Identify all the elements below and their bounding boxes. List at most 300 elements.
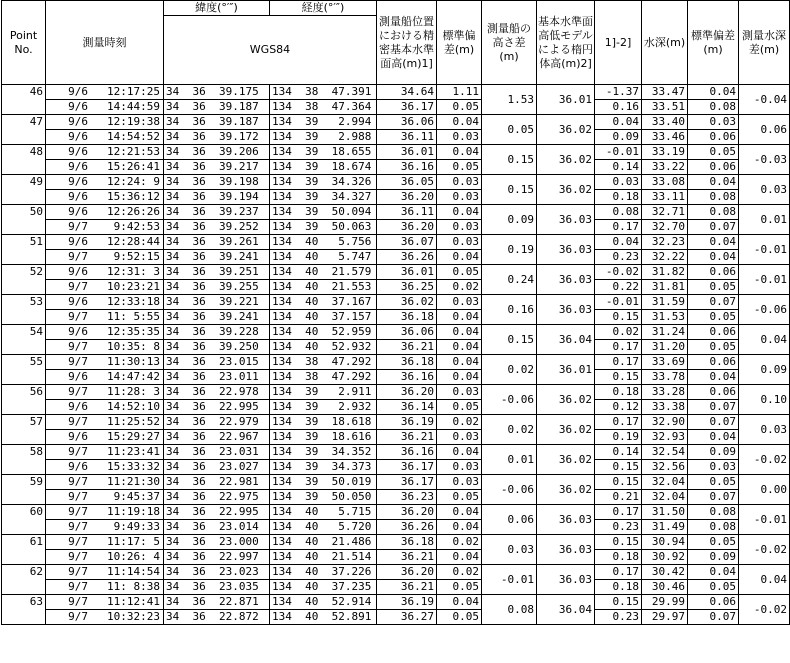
height-difference: 0.09	[595, 130, 642, 145]
ship-height-diff: 0.16	[482, 295, 537, 325]
height-difference: 0.15	[595, 460, 642, 475]
table-row	[2, 100, 790, 115]
survey-time	[46, 370, 164, 385]
depth-difference: -0.02	[739, 535, 790, 565]
height-difference: 0.15	[595, 310, 642, 325]
latitude: 34 36 23.023	[164, 565, 270, 580]
survey-date: 9/7	[68, 340, 88, 353]
point-no: 52	[2, 265, 46, 295]
latitude: 34 36 22.979	[164, 415, 270, 430]
depth: 33.78	[642, 370, 688, 385]
depth-difference: 0.10	[739, 385, 790, 415]
survey-time	[46, 175, 164, 190]
std-dev-depth: 0.06	[688, 355, 739, 370]
height-difference: 0.04	[595, 115, 642, 130]
height-difference: -0.02	[595, 265, 642, 280]
precise-datum-height: 36.16	[377, 445, 437, 460]
longitude: 134 39 18.616	[270, 430, 377, 445]
survey-clock: 11:23:41	[107, 445, 160, 458]
latitude: 34 36 39.241	[164, 250, 270, 265]
depth: 33.08	[642, 175, 688, 190]
table-row	[2, 370, 790, 385]
latitude: 34 36 23.015	[164, 355, 270, 370]
survey-time	[46, 565, 164, 580]
table-row	[2, 535, 790, 550]
std-dev-height: 0.03	[437, 460, 482, 475]
depth: 32.23	[642, 235, 688, 250]
longitude: 134 40 5.756	[270, 235, 377, 250]
depth: 32.04	[642, 490, 688, 505]
header-diff: 測量船の高さ差(m)	[482, 1, 537, 85]
std-dev-depth: 0.08	[688, 505, 739, 520]
header-sd2: 標準偏差(m)	[688, 1, 739, 85]
ship-height-diff: -0.06	[482, 475, 537, 505]
precise-datum-height: 36.21	[377, 340, 437, 355]
point-no: 47	[2, 115, 46, 145]
longitude: 134 39 50.019	[270, 475, 377, 490]
survey-clock: 11:21:30	[107, 475, 160, 488]
table-row	[2, 475, 790, 490]
std-dev-depth: 0.08	[688, 190, 739, 205]
table-row	[2, 355, 790, 370]
precise-datum-height: 34.64	[377, 85, 437, 100]
depth: 32.04	[642, 475, 688, 490]
std-dev-height: 0.03	[437, 190, 482, 205]
height-difference: 0.14	[595, 445, 642, 460]
height-difference: 0.17	[595, 415, 642, 430]
longitude: 134 38 47.292	[270, 355, 377, 370]
height-difference: 0.15	[595, 595, 642, 610]
survey-date: 9/7	[68, 445, 88, 458]
survey-date: 9/7	[68, 310, 88, 323]
survey-date: 9/6	[68, 100, 88, 113]
table-row	[2, 445, 790, 460]
survey-date: 9/7	[68, 505, 88, 518]
depth: 32.93	[642, 430, 688, 445]
header-datum: WGS84	[164, 16, 377, 85]
point-no: 62	[2, 565, 46, 595]
point-no: 58	[2, 445, 46, 475]
depth-difference: 0.06	[739, 115, 790, 145]
survey-time	[46, 550, 164, 565]
depth-difference: 0.00	[739, 475, 790, 505]
table-row	[2, 430, 790, 445]
std-dev-depth: 0.05	[688, 145, 739, 160]
std-dev-depth: 0.07	[688, 415, 739, 430]
std-dev-depth: 0.06	[688, 385, 739, 400]
longitude: 134 40 21.579	[270, 265, 377, 280]
survey-date: 9/6	[68, 160, 88, 173]
precise-datum-height: 36.20	[377, 190, 437, 205]
longitude: 134 40 5.720	[270, 520, 377, 535]
survey-time	[46, 280, 164, 295]
depth: 33.38	[642, 400, 688, 415]
std-dev-height: 0.04	[437, 340, 482, 355]
std-dev-height: 0.02	[437, 415, 482, 430]
precise-datum-height: 36.20	[377, 220, 437, 235]
survey-date: 9/6	[68, 370, 88, 383]
std-dev-depth: 0.04	[688, 250, 739, 265]
latitude: 34 36 23.011	[164, 370, 270, 385]
depth: 33.11	[642, 190, 688, 205]
height-difference: -1.37	[595, 85, 642, 100]
survey-time	[46, 355, 164, 370]
survey-table	[1, 0, 790, 625]
table-row	[2, 220, 790, 235]
precise-datum-height: 36.21	[377, 580, 437, 595]
survey-date: 9/6	[68, 295, 88, 308]
std-dev-height: 0.04	[437, 520, 482, 535]
std-dev-height: 0.04	[437, 145, 482, 160]
std-dev-depth: 0.04	[688, 175, 739, 190]
survey-date: 9/7	[68, 475, 88, 488]
std-dev-depth: 0.07	[688, 400, 739, 415]
precise-datum-height: 36.23	[377, 490, 437, 505]
latitude: 34 36 23.031	[164, 445, 270, 460]
std-dev-depth: 0.04	[688, 235, 739, 250]
std-dev-depth: 0.09	[688, 550, 739, 565]
model-ellipsoid-height: 36.02	[537, 175, 595, 205]
latitude: 34 36 39.228	[164, 325, 270, 340]
survey-time	[46, 265, 164, 280]
point-no: 63	[2, 595, 46, 625]
survey-time	[46, 460, 164, 475]
std-dev-depth: 0.06	[688, 595, 739, 610]
model-ellipsoid-height: 36.03	[537, 565, 595, 595]
depth-difference: -0.01	[739, 235, 790, 265]
survey-date: 9/6	[68, 175, 88, 188]
ship-height-diff: 0.02	[482, 415, 537, 445]
survey-clock: 12:28:44	[107, 235, 160, 248]
header-lon: 経度(°′″)	[270, 1, 377, 16]
survey-clock: 10:23:21	[107, 280, 160, 293]
std-dev-depth: 0.07	[688, 295, 739, 310]
survey-clock: 11: 8:38	[107, 580, 160, 593]
height-difference: -0.01	[595, 145, 642, 160]
model-ellipsoid-height: 36.04	[537, 325, 595, 355]
survey-clock: 12:21:53	[107, 145, 160, 158]
model-ellipsoid-height: 36.02	[537, 145, 595, 175]
longitude: 134 40 21.514	[270, 550, 377, 565]
depth: 32.56	[642, 460, 688, 475]
table-row	[2, 610, 790, 625]
std-dev-depth: 0.03	[688, 460, 739, 475]
longitude: 134 39 50.063	[270, 220, 377, 235]
height-difference: -0.01	[595, 295, 642, 310]
std-dev-height: 0.05	[437, 160, 482, 175]
longitude: 134 39 18.618	[270, 415, 377, 430]
ship-height-diff: 1.53	[482, 85, 537, 115]
survey-clock: 11:25:52	[107, 415, 160, 428]
survey-date: 9/6	[68, 115, 88, 128]
precise-datum-height: 36.16	[377, 160, 437, 175]
depth: 31.82	[642, 265, 688, 280]
std-dev-height: 0.02	[437, 280, 482, 295]
precise-datum-height: 36.19	[377, 415, 437, 430]
survey-date: 9/7	[68, 220, 88, 233]
survey-clock: 14:52:10	[107, 400, 160, 413]
latitude: 34 36 39.261	[164, 235, 270, 250]
depth-difference: -0.02	[739, 445, 790, 475]
survey-date: 9/7	[68, 385, 88, 398]
ship-height-diff: 0.15	[482, 175, 537, 205]
height-difference: 0.17	[595, 355, 642, 370]
height-difference: 0.18	[595, 550, 642, 565]
survey-date: 9/7	[68, 520, 88, 533]
longitude: 134 39 34.373	[270, 460, 377, 475]
survey-time	[46, 145, 164, 160]
depth: 32.70	[642, 220, 688, 235]
survey-time	[46, 595, 164, 610]
latitude: 34 36 23.027	[164, 460, 270, 475]
header-point: Point No.	[2, 1, 46, 85]
longitude: 134 38 47.364	[270, 100, 377, 115]
longitude: 134 38 47.391	[270, 85, 377, 100]
latitude: 34 36 39.187	[164, 100, 270, 115]
longitude: 134 39 50.094	[270, 205, 377, 220]
header-sd1: 標準偏差(m)	[437, 1, 482, 85]
depth-difference: 0.03	[739, 415, 790, 445]
point-no: 59	[2, 475, 46, 505]
longitude: 134 39 34.326	[270, 175, 377, 190]
ship-height-diff: 0.19	[482, 235, 537, 265]
survey-date: 9/6	[68, 325, 88, 338]
precise-datum-height: 36.18	[377, 310, 437, 325]
depth: 31.53	[642, 310, 688, 325]
ship-height-diff: -0.01	[482, 565, 537, 595]
depth-difference: -0.04	[739, 85, 790, 115]
latitude: 34 36 23.014	[164, 520, 270, 535]
std-dev-depth: 0.04	[688, 430, 739, 445]
latitude: 34 36 39.241	[164, 310, 270, 325]
table-row	[2, 520, 790, 535]
precise-datum-height: 36.07	[377, 235, 437, 250]
survey-clock: 11:30:13	[107, 355, 160, 368]
height-difference: 0.23	[595, 520, 642, 535]
longitude: 134 40 21.553	[270, 280, 377, 295]
survey-time	[46, 610, 164, 625]
survey-time	[46, 250, 164, 265]
table-row	[2, 85, 790, 100]
survey-clock: 11:12:41	[107, 595, 160, 608]
latitude: 34 36 39.250	[164, 340, 270, 355]
latitude: 34 36 22.975	[164, 490, 270, 505]
table-row	[2, 235, 790, 250]
std-dev-depth: 0.07	[688, 220, 739, 235]
depth: 33.46	[642, 130, 688, 145]
survey-date: 9/6	[68, 235, 88, 248]
model-ellipsoid-height: 36.03	[537, 235, 595, 265]
longitude: 134 39 34.327	[270, 190, 377, 205]
longitude: 134 40 37.235	[270, 580, 377, 595]
survey-time	[46, 340, 164, 355]
depth: 32.22	[642, 250, 688, 265]
depth-difference: -0.06	[739, 295, 790, 325]
table-row	[2, 250, 790, 265]
model-ellipsoid-height: 36.04	[537, 595, 595, 625]
precise-datum-height: 36.14	[377, 400, 437, 415]
longitude: 134 39 18.655	[270, 145, 377, 160]
depth-difference: 0.01	[739, 205, 790, 235]
latitude: 34 36 22.995	[164, 400, 270, 415]
precise-datum-height: 36.02	[377, 295, 437, 310]
precise-datum-height: 36.19	[377, 595, 437, 610]
std-dev-depth: 0.04	[688, 565, 739, 580]
longitude: 134 40 5.715	[270, 505, 377, 520]
height-difference: 0.03	[595, 175, 642, 190]
survey-date: 9/7	[68, 250, 88, 263]
height-difference: 0.18	[595, 580, 642, 595]
height-difference: 0.23	[595, 610, 642, 625]
table-row	[2, 460, 790, 475]
depth-difference: 0.04	[739, 565, 790, 595]
std-dev-height: 0.03	[437, 385, 482, 400]
table-row	[2, 340, 790, 355]
survey-time	[46, 295, 164, 310]
ship-height-diff: 0.05	[482, 115, 537, 145]
survey-clock: 10:35: 8	[107, 340, 160, 353]
height-difference: 0.17	[595, 340, 642, 355]
depth: 31.24	[642, 325, 688, 340]
std-dev-depth: 0.06	[688, 160, 739, 175]
std-dev-height: 0.05	[437, 400, 482, 415]
survey-date: 9/6	[68, 400, 88, 413]
depth: 33.22	[642, 160, 688, 175]
precise-datum-height: 36.01	[377, 265, 437, 280]
std-dev-depth: 0.09	[688, 445, 739, 460]
longitude: 134 40 37.226	[270, 565, 377, 580]
survey-date: 9/6	[68, 130, 88, 143]
survey-time	[46, 445, 164, 460]
ship-height-diff: 0.09	[482, 205, 537, 235]
std-dev-depth: 0.08	[688, 100, 739, 115]
latitude: 34 36 39.251	[164, 265, 270, 280]
precise-datum-height: 36.18	[377, 355, 437, 370]
std-dev-height: 0.03	[437, 475, 482, 490]
model-ellipsoid-height: 36.02	[537, 475, 595, 505]
table-row	[2, 160, 790, 175]
model-ellipsoid-height: 36.03	[537, 265, 595, 295]
latitude: 34 36 22.981	[164, 475, 270, 490]
latitude: 34 36 39.221	[164, 295, 270, 310]
survey-date: 9/7	[68, 355, 88, 368]
survey-clock: 11:17: 5	[107, 535, 160, 548]
std-dev-height: 0.05	[437, 100, 482, 115]
survey-clock: 12:26:26	[107, 205, 160, 218]
latitude: 34 36 22.995	[164, 505, 270, 520]
survey-clock: 12:35:35	[107, 325, 160, 338]
latitude: 34 36 22.967	[164, 430, 270, 445]
model-ellipsoid-height: 36.02	[537, 445, 595, 475]
depth: 30.92	[642, 550, 688, 565]
survey-date: 9/7	[68, 595, 88, 608]
precise-datum-height: 36.20	[377, 505, 437, 520]
latitude: 34 36 39.172	[164, 130, 270, 145]
depth: 33.19	[642, 145, 688, 160]
precise-datum-height: 36.17	[377, 100, 437, 115]
ship-height-diff: 0.08	[482, 595, 537, 625]
std-dev-depth: 0.05	[688, 475, 739, 490]
ship-height-diff: 0.24	[482, 265, 537, 295]
depth: 33.28	[642, 385, 688, 400]
depth: 29.99	[642, 595, 688, 610]
table-row	[2, 115, 790, 130]
point-no: 48	[2, 145, 46, 175]
point-no: 49	[2, 175, 46, 205]
height-difference: 0.14	[595, 160, 642, 175]
std-dev-height: 0.05	[437, 610, 482, 625]
table-row	[2, 400, 790, 415]
survey-date: 9/6	[68, 205, 88, 218]
table-row	[2, 415, 790, 430]
survey-time	[46, 415, 164, 430]
longitude: 134 39 2.988	[270, 130, 377, 145]
height-difference: 0.02	[595, 325, 642, 340]
std-dev-height: 0.04	[437, 250, 482, 265]
longitude: 134 39 2.994	[270, 115, 377, 130]
latitude: 34 36 39.217	[164, 160, 270, 175]
survey-clock: 11:28: 3	[107, 385, 160, 398]
height-difference: 0.17	[595, 220, 642, 235]
std-dev-height: 0.05	[437, 490, 482, 505]
survey-clock: 10:32:23	[107, 610, 160, 623]
longitude: 134 39 2.911	[270, 385, 377, 400]
survey-date: 9/7	[68, 550, 88, 563]
survey-time	[46, 235, 164, 250]
latitude: 34 36 39.187	[164, 115, 270, 130]
precise-datum-height: 36.27	[377, 610, 437, 625]
survey-clock: 14:47:42	[107, 370, 160, 383]
model-ellipsoid-height: 36.01	[537, 355, 595, 385]
height-difference: 0.08	[595, 205, 642, 220]
table-row	[2, 550, 790, 565]
std-dev-depth: 0.05	[688, 310, 739, 325]
table-row	[2, 595, 790, 610]
height-difference: 0.15	[595, 535, 642, 550]
std-dev-height: 0.04	[437, 325, 482, 340]
height-difference: 0.22	[595, 280, 642, 295]
longitude: 134 40 21.486	[270, 535, 377, 550]
survey-clock: 9:52:15	[107, 250, 160, 263]
precise-datum-height: 36.26	[377, 520, 437, 535]
depth: 32.71	[642, 205, 688, 220]
header-time: 測量時刻	[46, 1, 164, 85]
survey-date: 9/7	[68, 490, 88, 503]
std-dev-height: 0.03	[437, 175, 482, 190]
ship-height-diff: 0.03	[482, 535, 537, 565]
std-dev-depth: 0.06	[688, 325, 739, 340]
table-row	[2, 190, 790, 205]
depth: 31.50	[642, 505, 688, 520]
point-no: 53	[2, 295, 46, 325]
survey-clock: 12:24: 9	[107, 175, 160, 188]
survey-clock: 15:33:32	[107, 460, 160, 473]
model-ellipsoid-height: 36.03	[537, 535, 595, 565]
survey-clock: 12:19:38	[107, 115, 160, 128]
std-dev-height: 0.05	[437, 265, 482, 280]
precise-datum-height: 36.06	[377, 325, 437, 340]
std-dev-depth: 0.05	[688, 580, 739, 595]
point-no: 55	[2, 355, 46, 385]
survey-time	[46, 475, 164, 490]
height-difference: 0.17	[595, 565, 642, 580]
point-no: 54	[2, 325, 46, 355]
longitude: 134 39 34.352	[270, 445, 377, 460]
survey-time	[46, 430, 164, 445]
depth-difference: 0.03	[739, 175, 790, 205]
survey-time	[46, 490, 164, 505]
std-dev-height: 0.03	[437, 430, 482, 445]
